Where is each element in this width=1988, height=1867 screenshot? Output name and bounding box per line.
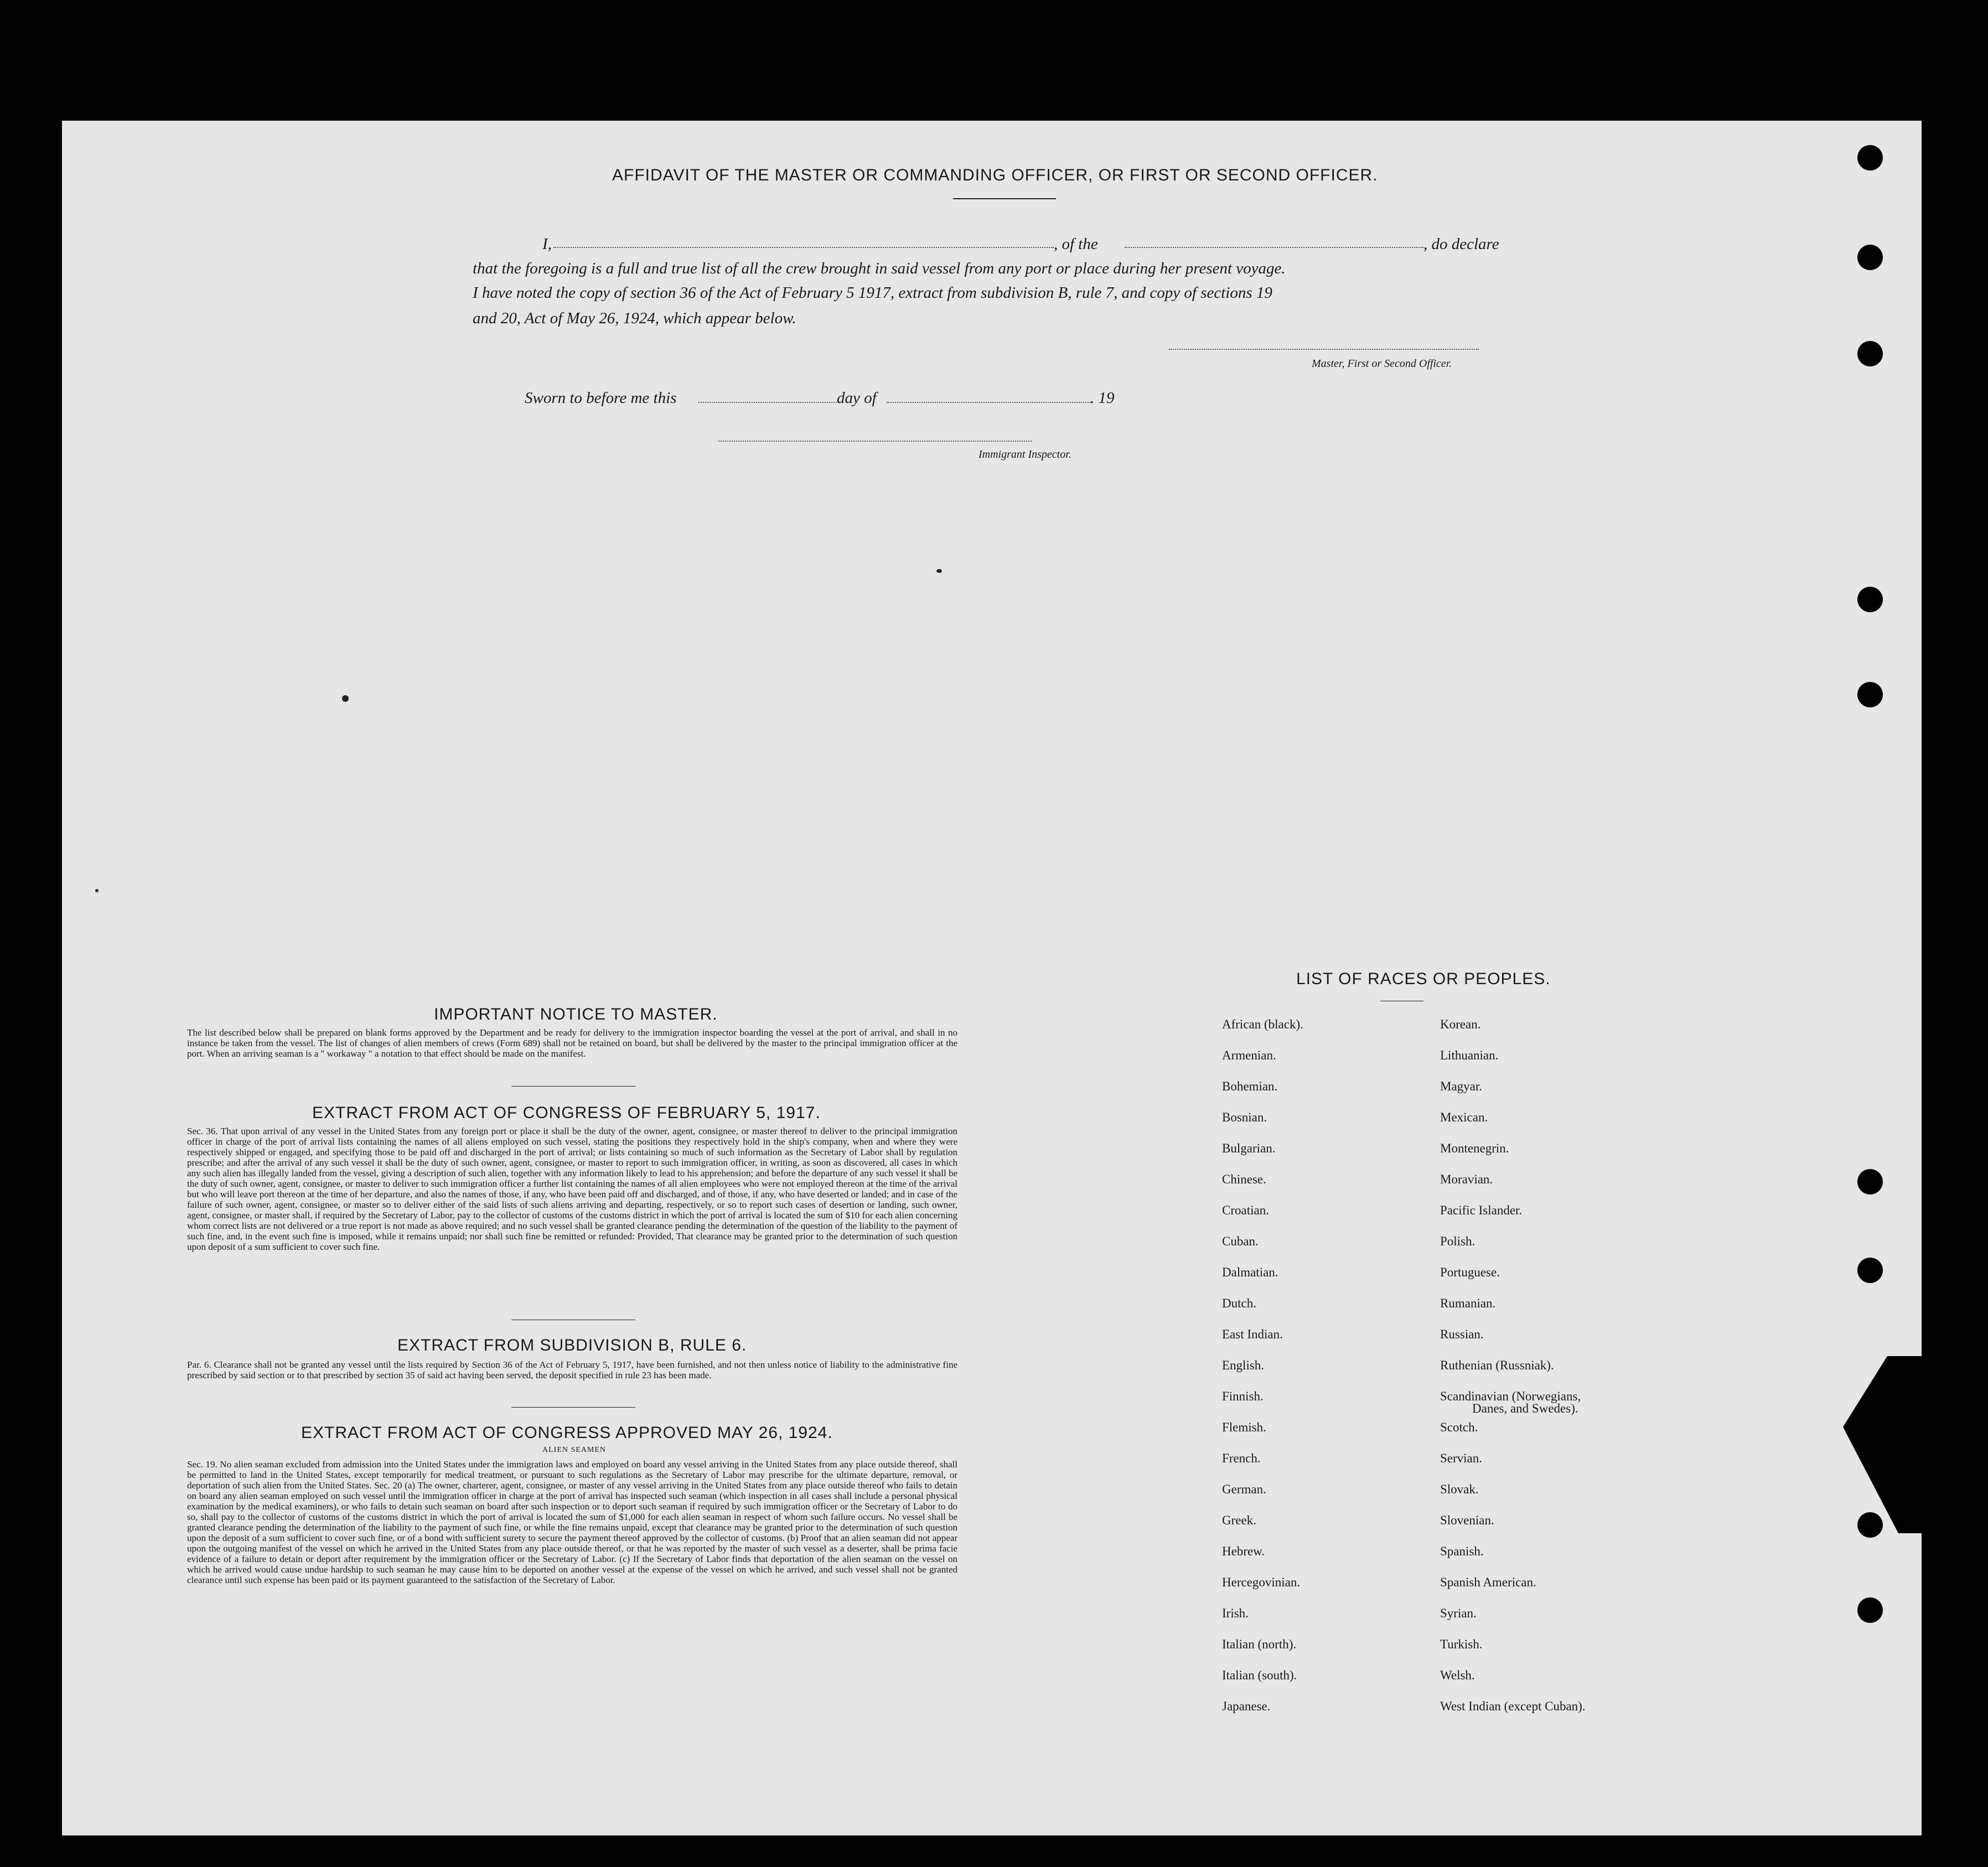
sworn-day-label: day of (837, 389, 877, 407)
race-item: Polish. (1440, 1234, 1476, 1248)
of-the-label: , of the (1054, 235, 1098, 253)
day-blank (698, 402, 837, 403)
signature-line (1169, 349, 1479, 350)
race-item: Hercegovinian. (1222, 1575, 1301, 1589)
alien-seamen-subtitle: ALIEN SEAMEN (542, 1446, 607, 1454)
race-item: Italian (north). (1222, 1637, 1297, 1651)
race-item: Chinese. (1222, 1172, 1266, 1186)
month-blank (887, 402, 1093, 403)
binder-hole (1857, 1512, 1883, 1538)
race-item: Bulgarian. (1222, 1141, 1276, 1155)
race-item: German. (1222, 1482, 1266, 1496)
race-item: Mexican. (1440, 1110, 1488, 1124)
binder-hole (1857, 1258, 1883, 1283)
race-item-continued: Danes, and Swedes). (1472, 1401, 1578, 1415)
signature-label: Master, First or Second Officer. (1312, 358, 1452, 370)
rule6-divider (511, 1407, 635, 1408)
inspector-label: Immigrant Inspector. (979, 448, 1071, 461)
race-item: Cuban. (1222, 1234, 1259, 1248)
extract-1917-title: EXTRACT FROM ACT OF CONGRESS OF FEBRUARY 5, 1917. (312, 1104, 821, 1122)
race-item: Bosnian. (1222, 1110, 1267, 1124)
race-item: Welsh. (1440, 1668, 1475, 1682)
race-item: Japanese. (1222, 1699, 1271, 1713)
races-left-column (1222, 1017, 1432, 1730)
race-item: Croatian. (1222, 1203, 1269, 1217)
rule6-text: Par. 6. Clearance shall not be granted any vessel until the lists required by Section 36 of the Act of February 5, 1917, have been furnished, and not then unless notice of liability to the administrative fine prescribed by said section or to that prescribed by section 35 of said act having been served, the deposit specified in rule 23 has been made. (187, 1359, 957, 1380)
affidavit-title: AFFIDAVIT OF THE MASTER OR COMMANDING OFFICER, OR FIRST OR SECOND OFFICER. (612, 166, 1378, 184)
race-item: Servian. (1440, 1451, 1483, 1465)
binder-hole (1857, 587, 1883, 612)
race-item: Magyar. (1440, 1079, 1483, 1093)
race-item: Scotch. (1440, 1420, 1478, 1434)
race-item: Rumanian. (1440, 1296, 1496, 1310)
race-item: Lithuanian. (1440, 1048, 1499, 1062)
race-item: Finnish. (1222, 1389, 1264, 1403)
i-label: I, (542, 235, 552, 253)
race-item: African (black). (1222, 1017, 1303, 1031)
race-item: Greek. (1222, 1513, 1256, 1527)
notice-title: IMPORTANT NOTICE TO MASTER. (434, 1005, 718, 1023)
race-item: Italian (south). (1222, 1668, 1297, 1682)
race-item: Syrian. (1440, 1606, 1477, 1620)
races-right-column (1440, 1017, 1673, 1730)
speck (95, 889, 99, 892)
race-item: West Indian (except Cuban). (1440, 1699, 1586, 1713)
binder-hole (1857, 341, 1883, 366)
inspector-signature-line (718, 441, 1032, 442)
notice-text: The list described below shall be prepared on blank forms approved by the Department and be ready for delivery to the immigration inspector boarding the vessel at the port of arrival, and shall in no instance be taken from the vessel. The list of changes of alien members of crews (Form 689) shall not be retained on board, but shall be delivered by the master to the principal immigration officer at the port. When an arriving seaman is a " workaway " a notation to that effect should be made on the manifest. (187, 1027, 957, 1059)
race-item: Spanish. (1440, 1544, 1484, 1558)
binder-hole (1857, 1597, 1883, 1623)
race-item: Korean. (1440, 1017, 1481, 1031)
sworn-year-label: . 19 (1090, 389, 1115, 407)
vessel-blank (1125, 247, 1423, 248)
race-item: Portuguese. (1440, 1265, 1500, 1279)
race-item: Turkish. (1440, 1637, 1483, 1651)
rule6-title: EXTRACT FROM SUBDIVISION B, RULE 6. (397, 1336, 747, 1354)
race-item: Hebrew. (1222, 1544, 1265, 1558)
race-item: Moravian. (1440, 1172, 1493, 1186)
affidavit-line-3: I have noted the copy of section 36 of the Act of February 5 1917, extract from subdivision B, rule 7, and copy of sections 19 (473, 284, 1272, 302)
race-item: French. (1222, 1451, 1261, 1465)
binder-hole (1857, 682, 1883, 707)
race-item: Spanish American. (1440, 1575, 1536, 1589)
race-item: East Indian. (1222, 1327, 1283, 1341)
affidavit-line-2: that the foregoing is a full and true list of all the crew brought in said vessel from any port or place during her present voyage. (473, 260, 1286, 277)
affidavit-line-4: and 20, Act of May 26, 1924, which appear below. (473, 309, 796, 327)
title-underline (953, 198, 1056, 199)
race-item: Bohemian. (1222, 1079, 1278, 1093)
notice-divider (511, 1086, 635, 1087)
race-item: Dutch. (1222, 1296, 1256, 1310)
race-item: Armenian. (1222, 1048, 1276, 1062)
extract-1924-text: Sec. 19. No alien seaman excluded from admission into the United States under the immigration laws and employed on board any vessel arriving in the United States from any place outside thereof, shall be permitted to land in the United States, except temporarily for medical treatment, or pursuant to such regulations as the Secretary of Labor may prescribe for the ultimate departure, removal, or deportation of such alien from the United States. Sec. 20 (a) The owner, charterer, agent, consignee, or master of any vessel arriving in the United States from any place outside thereof who fails to detain on board any alien seaman employed on such vessel until the immigration officer in charge at the port of arrival has inspected such seaman (which inspection in all cases shall include a personal physical examination by the medical examiners), or who fails to detain such seaman on board after such inspection or to deport such seaman if required by such immigration officer or the Secretary of Labor to do so, shall pay to the collector of customs of the customs district in which the port of arrival is located the sum of $1,000 for each alien seaman in respect of whom such failure occurs. No vessel shall be granted clearance pending the determination of the liability to the payment of such fine, or while the fine remains unpaid, except that clearance may be granted prior to the determination of such question upon the deposit of a sum sufficient to cover such fine, or of a bond with sufficient surety to secure the payment thereof approved by the collector of customs. (b) Proof that an alien seaman did not appear upon the outgoing manifest of the vessel on which he arrived in the United States from any place outside thereof, or that he was reported by the master of such vessel as a deserter, shall be prima facie evidence of a failure to detain or deport after requirement by the immigration officer or the Secretary of Labor. (c) If the Secretary of Labor finds that deportation of the alien seaman on the vessel on which he arrived would cause undue hardship to such seaman he may cause him to be deported on another vessel at the expense of the vessel on which he arrived, and such vessel shall not be granted clearance until such expense has been paid or its payment guaranteed to the satisfaction of the Secretary of Labor. (187, 1459, 957, 1585)
extract-1924-title: EXTRACT FROM ACT OF CONGRESS APPROVED MAY 26, 1924. (301, 1424, 833, 1442)
binder-hole (1857, 245, 1883, 270)
extract-1917-text: Sec. 36. That upon arrival of any vessel in the United States from any foreign port or place it shall be the duty of the owner, agent, consignee, or master thereof to deliver to the principal immigration officer in charge of the port of arrival lists containing the names of all aliens employed on such vessel, stating the positions they respectively hold in the ship's company, when and where they were respectively shipped or engaged, and specifying those to be paid off and discharged in the port of arrival; or lists containing so much of such information as the Secretary of Labor shall by regulation prescribe; and after the arrival of any such vessel it shall be the duty of such owner, agent, consignee, or master to report to such immigration officer, in writing, as soon as discovered, all cases in which any such alien has illegally landed from the vessel, giving a description of such alien, together with any information likely to lead to his apprehension; and before the departure of any such vessel it shall be the duty of such owner, agent, consignee, or master to deliver to such immigration officer a further list containing the names of all alien employees who were not employed thereon at the time of the arrival but who will leave port thereon at the time of her departure, and also the names of those, if any, who have been paid off and discharged, and of those, if any, who have deserted or landed; and in case of the failure of such owner, agent, consignee, or master so to deliver either of the said lists of such aliens arriving and departing, respectively, or so to report such cases of desertion or landing, such owner, agent, consignee, or master shall, if required by the Secretary of Labor, pay to the collector of customs of the customs district in which the port of arrival is located the sum of $10 for each alien concerning whom correct lists are not delivered or a true report is not made as above required; and no such vessel shall be granted clearance pending the determination of the question of the liability to the payment of such fine, and, in the event such fine is imposed, while it remains unpaid; nor shall such fine be remitted or refunded: Provided, That clearance may be granted prior to the determination of such question upon deposit of a sum sufficient to cover such fine. (187, 1126, 957, 1252)
race-item: Dalmatian. (1222, 1265, 1278, 1279)
race-item-scandinavian (1440, 1389, 1673, 1420)
race-item: English. (1222, 1358, 1265, 1372)
race-item: Montenegrin. (1440, 1141, 1509, 1155)
race-item: Flemish. (1222, 1420, 1266, 1434)
race-item: Russian. (1440, 1327, 1484, 1341)
binder-hole (1857, 1169, 1883, 1194)
races-title: LIST OF RACES OR PEOPLES. (1296, 970, 1551, 988)
affidavit-line-1 (542, 231, 1516, 257)
declare-label: , do declare (1423, 235, 1499, 253)
binder-hole (1857, 145, 1883, 170)
race-item: Irish. (1222, 1606, 1249, 1620)
race-item: Pacific Islander. (1440, 1203, 1523, 1217)
race-item: Scandinavian (Norwegians, (1440, 1389, 1581, 1403)
race-item: Ruthenian (Russniak). (1440, 1358, 1554, 1372)
race-item: Slovenian. (1440, 1513, 1494, 1527)
name-blank (553, 247, 1054, 248)
speck (936, 569, 942, 573)
sworn-prefix: Sworn to before me this (525, 389, 677, 407)
speck (342, 695, 349, 702)
race-item: Slovak. (1440, 1482, 1479, 1496)
